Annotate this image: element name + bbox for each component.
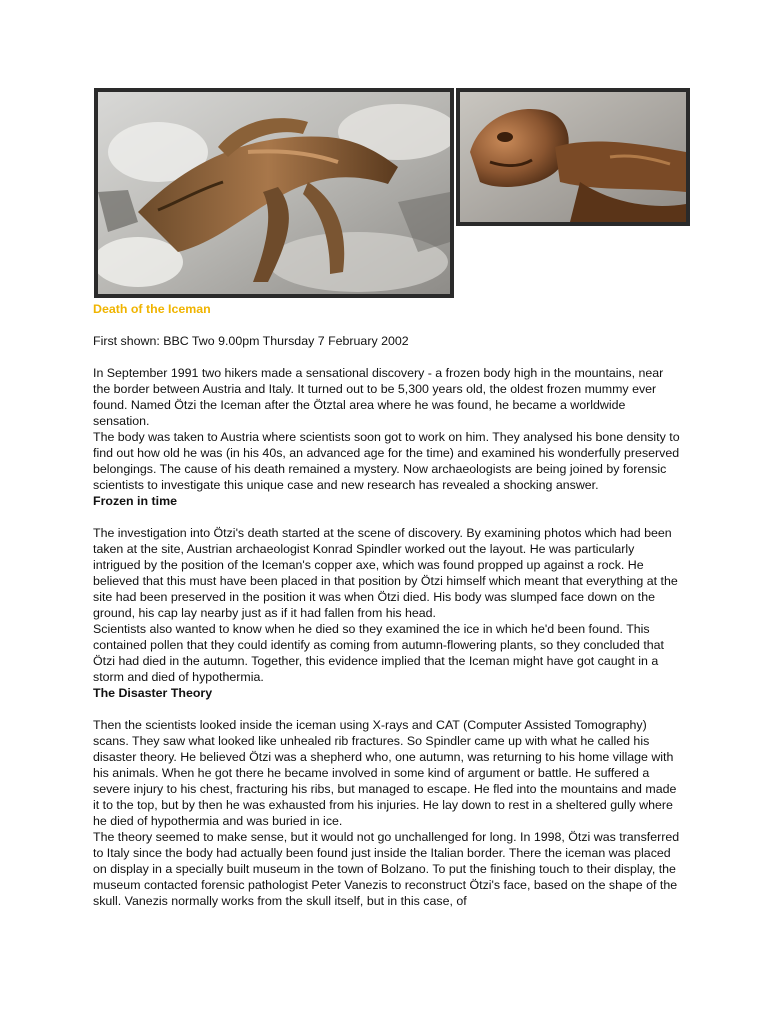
intro-paragraph-2: The body was taken to Austria where scientists soon got to work on him. They analysed his bone density to find out how old he was (in his 40s, an advanced age for the time) and examined his wonderfully preserved belongings. The cause of his death remained a mystery. Now archaeologists are being joined by forensic scientists to investigate this unique case and new research has revealed a shocking answer.	[93, 430, 680, 492]
section-2-paragraph-2: The theory seemed to make sense, but it would not go unchallenged for long. In 1998, Ötzi was transferred to Italy since the body had actually been found just inside the Italian border. There the iceman was placed on display in a specially built museum in the town of Bolzano. To put the finishing touch to their display, the museum contacted forensic pathologist Peter Vanezis to reconstruct Ötzi's face, based on the shape of the skull. Vanezis normally works from the skull itself, but in this case, of	[93, 830, 680, 908]
broadcast-info: First shown: BBC Two 9.00pm Thursday 7 February 2002	[93, 334, 409, 348]
photo-strip	[94, 88, 690, 300]
article	[93, 301, 683, 909]
section-heading-disaster-theory: The Disaster Theory	[93, 686, 213, 700]
section-1-paragraph-2: Scientists also wanted to know when he died so they examined the ice in which he'd been found. This contained pollen that they could identify as coming from autumn-flowering plants, so they concluded that Ötzi had died in the autumn. Together, this evidence implied that the Iceman might have got caught in a storm and died of hypothermia.	[93, 622, 664, 684]
section-1-paragraph-1: The investigation into Ötzi's death started at the scene of discovery. By examining photos which had been taken at the site, Austrian archaeologist Konrad Spindler worked out the layout. He was particularly intrigued by the position of the Iceman's copper axe, which was found propped up against a rock. He believed that this must have been placed in that position by Ötzi himself which meant that everything at the site had been preserved in the position it was when Ötzi died. His body was slumped face down on the ground, his cap lay nearby just as if it had fallen from his head.	[93, 526, 678, 620]
section-heading-frozen-in-time: Frozen in time	[93, 494, 177, 508]
intro-paragraph-1: In September 1991 two hikers made a sensational discovery - a frozen body high in the mountains, near the border between Austria and Italy. It turned out to be 5,300 years old, the oldest frozen mummy ever found. Named Ötzi the Iceman after the Ötztal area where he was found, he became a worldwide sensation.	[93, 366, 664, 428]
article-title: Death of the Iceman	[93, 302, 211, 316]
section-2-paragraph-1: Then the scientists looked inside the iceman using X-rays and CAT (Computer Assisted Tomography) scans. They saw what looked like unhealed rib fractures. So Spindler came up with what he called his disaster theory. He believed Ötzi was a shepherd who, one autumn, was returning to his home village with his animals. When he got there he became involved in some kind of argument or battle. He suffered a severe injury to his chest, fracturing his ribs, but managed to escape. He fled into the mountains and made it to the top, but by then he was exhausted from his injuries. He lay down to rest in a sheltered gully where he died of hypothermia and was buried in ice.	[93, 718, 677, 828]
iceman-body-in-ice-photo	[94, 88, 454, 298]
iceman-mummy-closeup-photo	[456, 88, 690, 226]
